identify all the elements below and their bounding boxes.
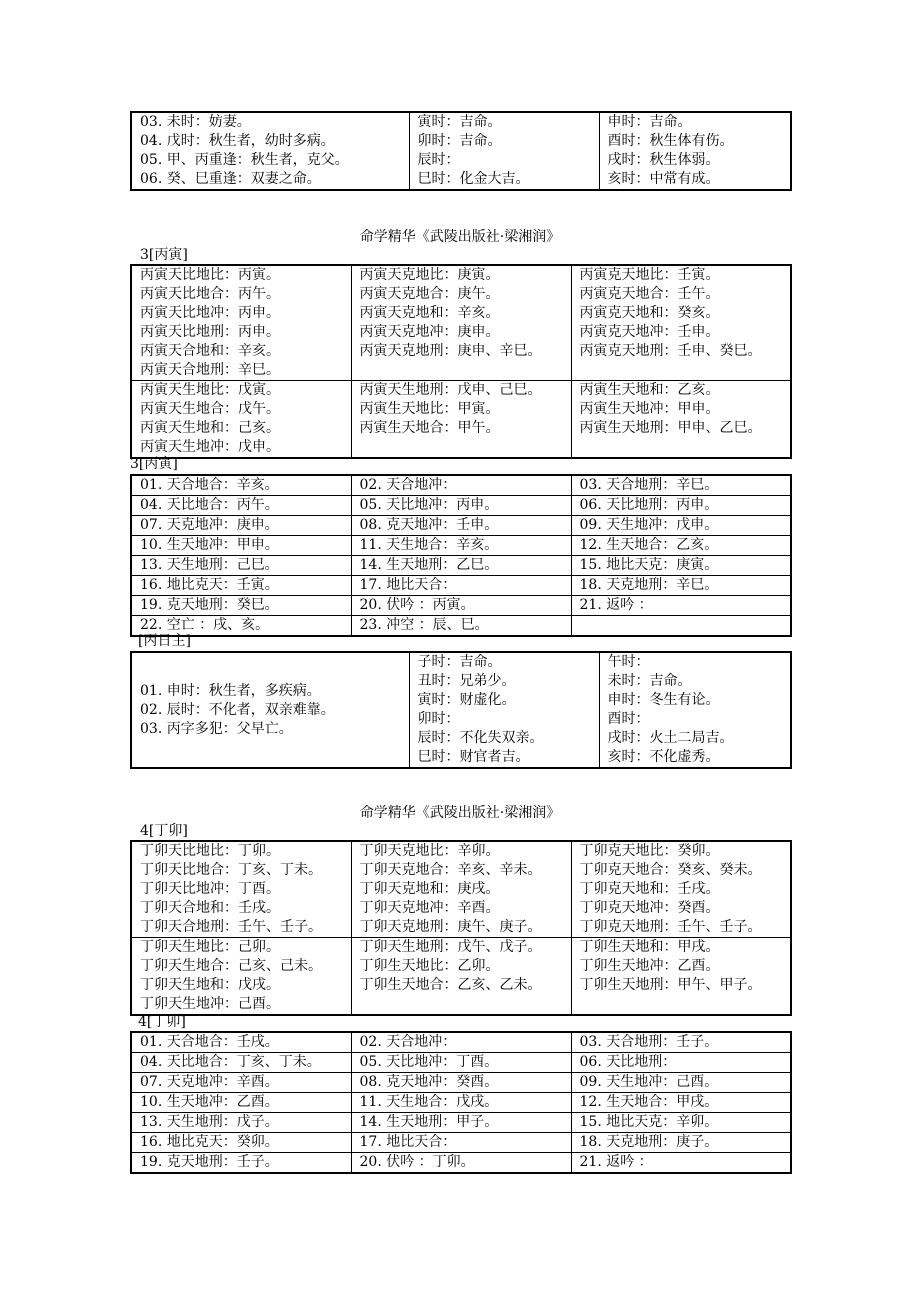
cell-line: 丙寅克天地合：壬午。 [579, 286, 720, 302]
table-row [131, 938, 791, 1016]
cell-line: 辰时： [417, 152, 460, 168]
list-cell: 15. 地比天克：辛卯。 [571, 1113, 791, 1133]
cell-line: 酉时： [607, 711, 650, 727]
cell-line: 辰时：不化失双亲。 [417, 730, 544, 746]
table-row [131, 1093, 791, 1113]
list-cell: 20. 伏吟 ：丁卯。 [351, 1153, 571, 1174]
cell-line: 丙寅生天地和：乙亥。 [579, 382, 720, 398]
list-cell: 07. 天克地冲：庚申。 [131, 516, 351, 536]
table-row [131, 496, 791, 516]
cell-line: 丁卯生天地冲：乙酉。 [579, 958, 720, 974]
cell-line: 丑时：兄弟少。 [417, 673, 516, 689]
cell-line: 03. 未时：妨妻。 [140, 114, 251, 130]
list-cell: 05. 天比地冲：丙申。 [351, 496, 571, 516]
list-cell: 22. 空亡 ：戌、亥。 [131, 616, 351, 637]
cell-line: 丙寅克天地冲：壬申。 [579, 324, 720, 340]
cell-line: 未时：吉命。 [607, 673, 692, 689]
list-cell: 09. 天生地冲：己酉。 [571, 1073, 791, 1093]
cell-line: 巳时：财官者吉。 [417, 749, 530, 765]
cell-line: 丙寅天合地和：辛亥。 [140, 343, 280, 359]
cell-line: 丁卯天生地冲：己酉。 [140, 996, 280, 1012]
cell-line: 亥时：中常有成。 [607, 171, 720, 187]
list-cell: 18. 天克地刑：庚子。 [571, 1133, 791, 1153]
cell-line: 丁卯天克地和：庚戌。 [359, 881, 500, 897]
pair-cell [351, 938, 571, 1016]
cell-line: 戌时：秋生体弱。 [607, 152, 720, 168]
list-cell: 12. 生天地合：甲戌。 [571, 1093, 791, 1113]
list-cell: 19. 克天地刑：壬子。 [131, 1153, 351, 1174]
table-row [131, 265, 791, 381]
section-4-pair-block [130, 840, 790, 1016]
list-cell: 13. 天生地刑：己巳。 [131, 556, 351, 576]
cell-line: 04. 戊时：秋生者，幼时多病。 [140, 133, 335, 149]
table-row [131, 556, 791, 576]
list-cell: 19. 克天地刑：癸巳。 [131, 596, 351, 616]
cell-line: 丁卯克天地和：壬戌。 [579, 881, 720, 897]
cell-line: 丁卯生天地刑：甲午、甲子。 [579, 977, 762, 993]
cell-line: 05. 甲、丙重逢：秋生者，克父。 [140, 152, 349, 168]
cell-line: 丙寅天比地冲：丙申。 [140, 305, 280, 321]
table-row [131, 1153, 791, 1174]
cell-line: 丙寅天生地刑：戊申、己巳。 [359, 382, 542, 398]
table-row [131, 381, 791, 459]
pair-cell [571, 381, 791, 459]
cell-line: 午时： [607, 654, 650, 670]
rizhu-block [130, 651, 790, 769]
cell-line: 丁卯天合地和：壬戌。 [140, 900, 280, 916]
section-3-list-block [130, 474, 790, 637]
table-row [131, 1073, 791, 1093]
top-col2 [409, 112, 599, 190]
section-3-label2: 3[丙寅] [130, 456, 178, 472]
table-row [131, 616, 791, 637]
cell-line: 丙寅天生地比：戊寅。 [140, 382, 280, 398]
list-cell: 04. 天比地合：丁亥、丁未。 [131, 1053, 351, 1073]
section-3-pair-table [130, 264, 792, 459]
cell-line: 02. 辰时：不化者，双亲难靠。 [140, 701, 335, 718]
cell-line: 卯时： [417, 711, 460, 727]
list-cell: 14. 生天地刑：乙巳。 [351, 556, 571, 576]
cell-line: 丁卯克天地刑：壬午、壬子。 [579, 919, 762, 935]
cell-line: 丙寅生天地冲：甲申。 [579, 401, 720, 417]
rizhu-col1 [131, 652, 409, 768]
list-cell: 13. 天生地刑：戊子。 [131, 1113, 351, 1133]
list-cell: 21. 返吟 ： [571, 1153, 791, 1174]
cell-line: 寅时：财虚化。 [417, 692, 516, 708]
list-cell: 09. 天生地冲：戊申。 [571, 516, 791, 536]
section-4-label2: 4[丁卯] [138, 1014, 186, 1030]
table-row [131, 1053, 791, 1073]
cell-line: 丙寅天克地和：辛亥。 [359, 305, 500, 321]
cell-line: 亥时：不化虚秀。 [607, 749, 720, 765]
cell-line: 丁卯生天地和：甲戌。 [579, 939, 720, 955]
cell-line: 丁卯克天地合：癸亥、癸未。 [579, 862, 762, 878]
cell-line: 丁卯克天地冲：癸酉。 [579, 900, 720, 916]
list-cell: 11. 天生地合：辛亥。 [351, 536, 571, 556]
cell-line: 丁卯天合地刑：壬午、壬子。 [140, 919, 322, 935]
list-cell: 16. 地比克天：癸卯。 [131, 1133, 351, 1153]
cell-line: 丁卯生天地合：乙亥、乙未。 [359, 977, 542, 993]
cell-line: 丙寅生天地比：甲寅。 [359, 401, 500, 417]
top-table [130, 111, 792, 191]
table-row [131, 1133, 791, 1153]
cell-line: 丁卯天比地冲：丁酉。 [140, 881, 280, 897]
section-3-list-table [130, 474, 792, 637]
cell-line: 丙寅天比地刑：丙申。 [140, 324, 280, 340]
cell-line: 申时：吉命。 [607, 114, 692, 130]
section-3-label: 3[丙寅] [140, 247, 188, 263]
cell-line: 丙寅天克地刑：庚申、辛巳。 [359, 343, 542, 359]
cell-line: 酉时：秋生体有伤。 [607, 133, 734, 149]
list-cell: 07. 天克地冲：辛酉。 [131, 1073, 351, 1093]
cell-line: 丁卯生天地比：乙卯。 [359, 958, 500, 974]
list-cell: 11. 天生地合：戊戌。 [351, 1093, 571, 1113]
pair-cell [131, 265, 351, 381]
table-row [131, 841, 791, 938]
cell-line: 丁卯天生地和：戊戌。 [140, 977, 280, 993]
cell-line: 丙寅天克地比：庚寅。 [359, 267, 500, 283]
cell-line: 丁卯天比地合：丁亥、丁未。 [140, 862, 322, 878]
cell-line: 丁卯天克地冲：辛酉。 [359, 900, 500, 916]
cell-line: 丙寅生天地刑：甲申、乙巳。 [579, 420, 762, 436]
list-cell: 06. 天比地刑： [571, 1053, 791, 1073]
cell-line: 丙寅天生地合：戊午。 [140, 401, 280, 417]
list-cell: 05. 天比地冲：丁酉。 [351, 1053, 571, 1073]
list-cell: 23. 冲空 ：辰、巳。 [351, 616, 571, 637]
table-row [131, 516, 791, 536]
list-cell: 12. 生天地合：乙亥。 [571, 536, 791, 556]
rizhu-table [130, 651, 792, 769]
pair-cell [131, 841, 351, 938]
cell-line: 丙寅天克地合：庚午。 [359, 286, 500, 302]
cell-line: 丁卯天克地刑：庚午、庚子。 [359, 919, 542, 935]
list-cell: 01. 天合地合：辛亥。 [131, 475, 351, 496]
list-cell: 20. 伏吟 ：丙寅。 [351, 596, 571, 616]
top-col1 [131, 112, 409, 190]
list-cell: 17. 地比天合： [351, 1133, 571, 1153]
section-4-pair-table [130, 840, 792, 1016]
list-cell: 01. 天合地合：壬戌。 [131, 1032, 351, 1053]
cell-line: 03. 丙字多犯：父早亡。 [140, 720, 293, 737]
cell-line: 丁卯天克地比：辛卯。 [359, 843, 500, 859]
section-4-label: 4[丁卯] [140, 823, 188, 839]
pair-cell [131, 938, 351, 1016]
section-3-label3: [丙日主] [138, 633, 191, 649]
list-cell: 17. 地比天合： [351, 576, 571, 596]
section-4-list-table [130, 1031, 792, 1174]
list-cell: 18. 天克地刑：辛巳。 [571, 576, 791, 596]
list-cell: 08. 克天地冲：壬申。 [351, 516, 571, 536]
cell-line: 寅时：吉命。 [417, 114, 502, 130]
list-cell: 15. 地比天克：庚寅。 [571, 556, 791, 576]
pair-cell [571, 841, 791, 938]
cell-line: 丙寅生天地合：甲午。 [359, 420, 500, 436]
cell-line: 丁卯天生地合：己亥、己未。 [140, 958, 322, 974]
cell-line: 丙寅天比地比：丙寅。 [140, 267, 280, 283]
list-cell: 04. 天比地合：丙午。 [131, 496, 351, 516]
pair-cell [351, 381, 571, 459]
table-row [131, 576, 791, 596]
pair-cell [571, 265, 791, 381]
cell-line: 丁卯天比地比：丁卯。 [140, 843, 280, 859]
list-cell: 08. 克天地冲：癸酉。 [351, 1073, 571, 1093]
section-4-list-block [130, 1031, 790, 1174]
list-cell: 02. 天合地冲： [351, 1032, 571, 1053]
list-cell: 10. 生天地冲：乙酉。 [131, 1093, 351, 1113]
list-cell: 10. 生天地冲：甲申。 [131, 536, 351, 556]
rizhu-col3 [599, 652, 791, 768]
rizhu-col2 [409, 652, 599, 768]
top-table-block [130, 111, 790, 191]
cell-line: 丙寅天生地冲：戊申。 [140, 439, 280, 455]
pair-cell [571, 938, 791, 1016]
cell-line: 丙寅天比地合：丙午。 [140, 286, 280, 302]
cell-line: 巳时：化金大吉。 [417, 171, 530, 187]
cell-line: 丙寅克天地和：癸亥。 [579, 305, 720, 321]
cell-line: 丁卯克天地比：癸卯。 [579, 843, 720, 859]
table-row [131, 475, 791, 496]
table-row [131, 652, 791, 768]
list-cell: 06. 天比地刑：丙申。 [571, 496, 791, 516]
cell-line: 丁卯天克地合：辛亥、辛未。 [359, 862, 542, 878]
list-cell: 14. 生天地刑：甲子。 [351, 1113, 571, 1133]
table-row [131, 1113, 791, 1133]
pair-cell [351, 265, 571, 381]
table-row [131, 536, 791, 556]
cell-line: 丙寅克天地刑：壬申、癸巳。 [579, 343, 762, 359]
top-col3 [599, 112, 791, 190]
table-row [131, 112, 791, 190]
cell-line: 子时：吉命。 [417, 654, 502, 670]
table-row [131, 596, 791, 616]
section-4-title: 命学精华《武陵出版社·梁湘润》 [359, 805, 561, 821]
cell-line: 丁卯天生地比：己卯。 [140, 939, 280, 955]
list-cell: 03. 天合地刑：壬子。 [571, 1032, 791, 1053]
pair-cell [351, 841, 571, 938]
cell-line: 丙寅天合地刑：辛巳。 [140, 362, 280, 378]
cell-line: 01. 申时：秋生者，多疾病。 [140, 682, 321, 699]
list-cell: 02. 天合地冲： [351, 475, 571, 496]
table-row [131, 1032, 791, 1053]
cell-line: 丙寅天生地和：己亥。 [140, 420, 280, 436]
section-3-title: 命学精华《武陵出版社·梁湘润》 [359, 229, 561, 245]
list-cell [571, 616, 791, 637]
list-cell: 03. 天合地刑：辛巳。 [571, 475, 791, 496]
cell-line: 丁卯天生地刑：戊午、戊子。 [359, 939, 542, 955]
cell-line: 申时：冬生有论。 [607, 692, 720, 708]
section-3-pair-block [130, 264, 790, 459]
pair-cell [131, 381, 351, 459]
cell-line: 丙寅克天地比：壬寅。 [579, 267, 720, 283]
list-cell: 21. 返吟 ： [571, 596, 791, 616]
cell-line: 丙寅天克地冲：庚申。 [359, 324, 500, 340]
list-cell: 16. 地比克天：壬寅。 [131, 576, 351, 596]
cell-line: 06. 癸、巳重逢：双妻之命。 [140, 171, 321, 187]
cell-line: 戌时：火土二局吉。 [607, 730, 734, 746]
cell-line: 卯时：吉命。 [417, 133, 502, 149]
